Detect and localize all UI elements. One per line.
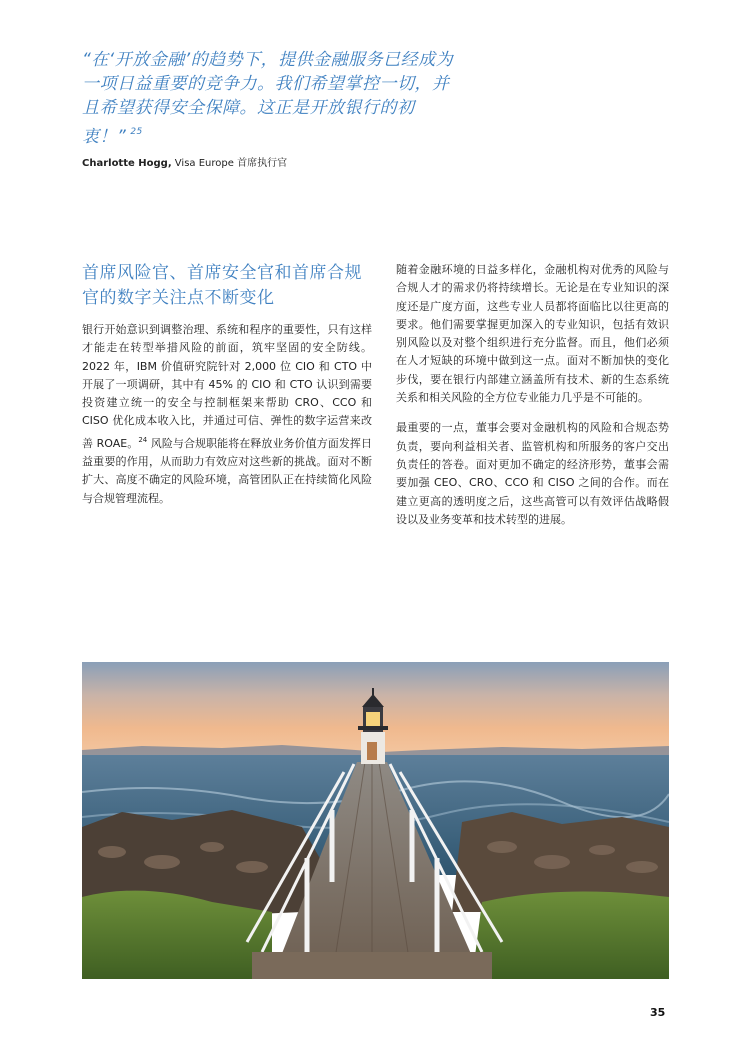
quote-attribution [82,154,287,169]
left-paragraph-part-a: 银行开始意识到调整治理、系统和程序的重要性，只有这样才能走在转型举措风险的前面，筑牢坚固的安全防线。2022 年，IBM 价值研究院针对 2,000 位 CIO 和 CTO 中开展了一项调研，其中有 45% 的 CIO 和 CTO 认识到需要投资建立统一的安全与控制框架来帮助 CRO、CCO 和 CISO 优化成本收入比，并通过可信、弹性的数字运营来改善 ROAE。 [82,323,372,450]
left-paragraph [82,321,372,508]
attribution-role: Visa Europe 首席执行官 [171,158,288,169]
section-heading: 首席风险官、首席安全官和首席合规官的数字关注点不断变化 [82,263,362,308]
right-column [396,261,669,541]
attribution-name: Charlotte Hogg, [82,158,172,169]
footnote-ref: 24 [138,435,148,444]
lighthouse-photo [82,662,669,979]
left-paragraph-part-b: 风险与合规职能将在释放业务价值方面发挥日益重要的作用，从而助力有效应对这些新的挑战。面对不断扩大、高度不确定的风险环境，高管团队正在持续简化风险与合规管理流程。 [82,436,372,505]
pull-quote [82,48,462,149]
page-number: 35 [650,1006,666,1019]
quote-footnote-ref: 25 [130,127,143,137]
left-column [82,321,372,520]
right-paragraph-1: 随着金融环境的日益多样化，金融机构对优秀的风险与合规人才的需求仍将持续增长。无论是在专业知识的深度还是广度方面，这些专业人员都将面临比以往更高的要求。他们需要掌握更加深入的专业知识，包括有效识别风险以及对整个组织进行充分监督。而且，他们必须在人才短缺的环境中做到这一点。面对不断加快的变化步伐，要在银行内部建立涵盖所有技术、新的生态系统关系和相关风险的全方位专业能力几乎是不可能的。 [396,263,669,405]
pull-quote-text: “在‘开放金融’的趋势下，提供金融服务已经成为一项日益重要的竞争力。我们希望掌控一切，并且希望获得安全保障。这正是开放银行的初衷！” [82,50,454,147]
right-paragraph-2: 最重要的一点，董事会要对金融机构的风险和合规态势负责，要向利益相关者、监管机构和所服务的客户交出负责任的答卷。面对更加不确定的经济形势，董事会需要加强 CEO、CRO、CCO 和 CISO 之间的合作。而在建立更高的透明度之后，这些高管可以有效评估战略假设以及业务变革和技术转型的进展。 [396,421,669,526]
